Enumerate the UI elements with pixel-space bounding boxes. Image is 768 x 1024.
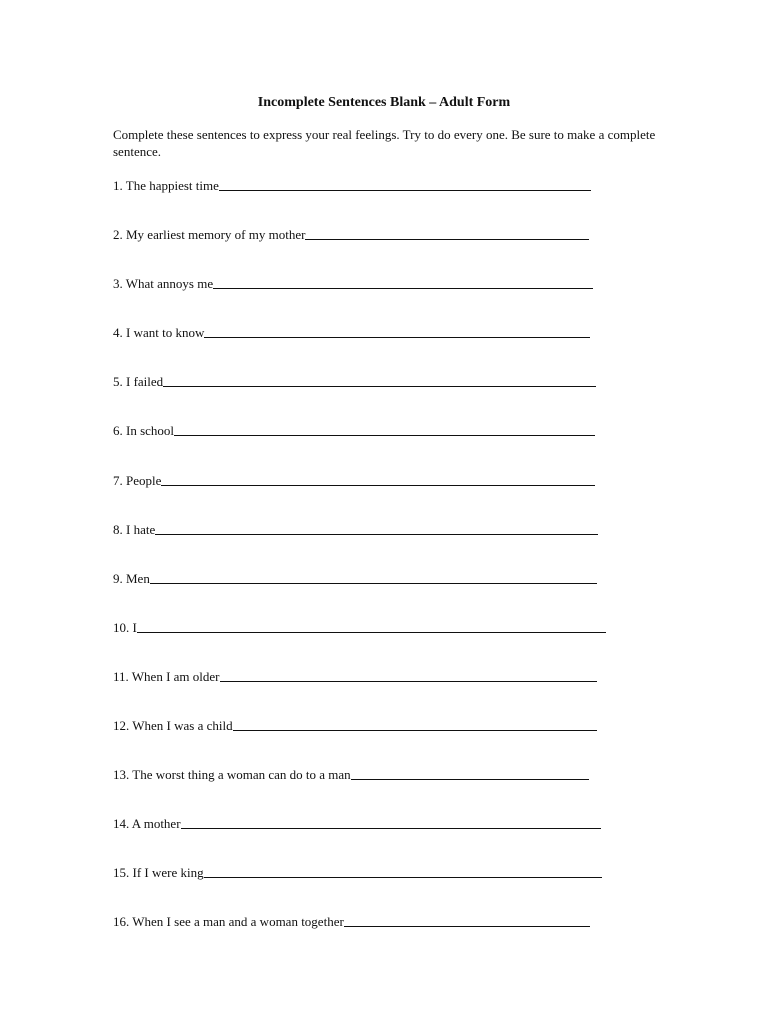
- sentence-prompt: 5. I failed: [113, 374, 164, 390]
- sentence-item-4: [113, 324, 606, 373]
- sentence-item-2: [113, 226, 606, 275]
- answer-blank[interactable]: [204, 864, 602, 878]
- sentence-prompt: 12. When I was a child: [113, 718, 233, 734]
- answer-blank[interactable]: [213, 275, 593, 289]
- answer-blank[interactable]: [305, 226, 589, 240]
- answer-blank[interactable]: [155, 521, 598, 535]
- answer-blank[interactable]: [174, 422, 595, 436]
- instructions-text: Complete these sentences to express your real feelings. Try to do every one. Be sure to make a complete sentence.: [113, 127, 656, 159]
- sentence-prompt: 16. When I see a man and a woman together: [113, 914, 344, 930]
- sentence-prompt: 10. I: [113, 619, 137, 635]
- answer-blank[interactable]: [137, 619, 606, 633]
- answer-blank[interactable]: [163, 373, 596, 387]
- answer-blank[interactable]: [344, 913, 590, 927]
- page-title: Incomplete Sentences Blank – Adult Form: [257, 95, 511, 110]
- sentence-prompt: 3. What annoys me: [113, 276, 214, 292]
- sentence-item-5: [113, 373, 606, 422]
- answer-blank[interactable]: [150, 570, 597, 584]
- answer-blank[interactable]: [219, 177, 591, 191]
- sentence-prompt: 4. I want to know: [113, 325, 205, 341]
- sentence-item-16: [113, 913, 606, 962]
- sentence-prompt: 14. A mother: [113, 816, 181, 832]
- sentence-item-3: [113, 275, 606, 324]
- sentence-prompt: 8. I hate: [113, 521, 156, 537]
- sentence-item-9: [113, 570, 606, 619]
- sentence-prompt: 2. My earliest memory of my mother: [113, 227, 306, 243]
- answer-blank[interactable]: [351, 766, 589, 780]
- answer-blank[interactable]: [220, 668, 597, 682]
- sentence-item-10: [113, 619, 606, 668]
- answer-blank[interactable]: [204, 324, 590, 338]
- sentence-item-6: [113, 422, 606, 471]
- sentence-prompt: 1. The happiest time: [113, 178, 219, 193]
- answer-blank[interactable]: [161, 472, 595, 486]
- sentence-item-12: [113, 717, 606, 766]
- sentence-prompt: 13. The worst thing a woman can do to a man: [113, 767, 351, 783]
- sentence-prompt: 11. When I am older: [113, 668, 220, 684]
- answer-blank[interactable]: [181, 815, 601, 829]
- sentence-prompt: 15. If I were king: [113, 865, 204, 881]
- sentence-prompt: 7. People: [113, 472, 162, 488]
- sentence-item-1: [113, 177, 606, 226]
- sentence-list: [113, 177, 606, 963]
- sentence-item-8: [113, 521, 606, 570]
- sentence-item-15: [113, 864, 606, 913]
- answer-blank[interactable]: [233, 717, 597, 731]
- sentence-item-13: [113, 766, 606, 815]
- sentence-prompt: 6. In school: [113, 423, 175, 439]
- sentence-item-7: [113, 472, 606, 521]
- sentence-item-11: [113, 668, 606, 717]
- sentence-prompt: 9. Men: [113, 570, 150, 586]
- sentence-item-14: [113, 815, 606, 864]
